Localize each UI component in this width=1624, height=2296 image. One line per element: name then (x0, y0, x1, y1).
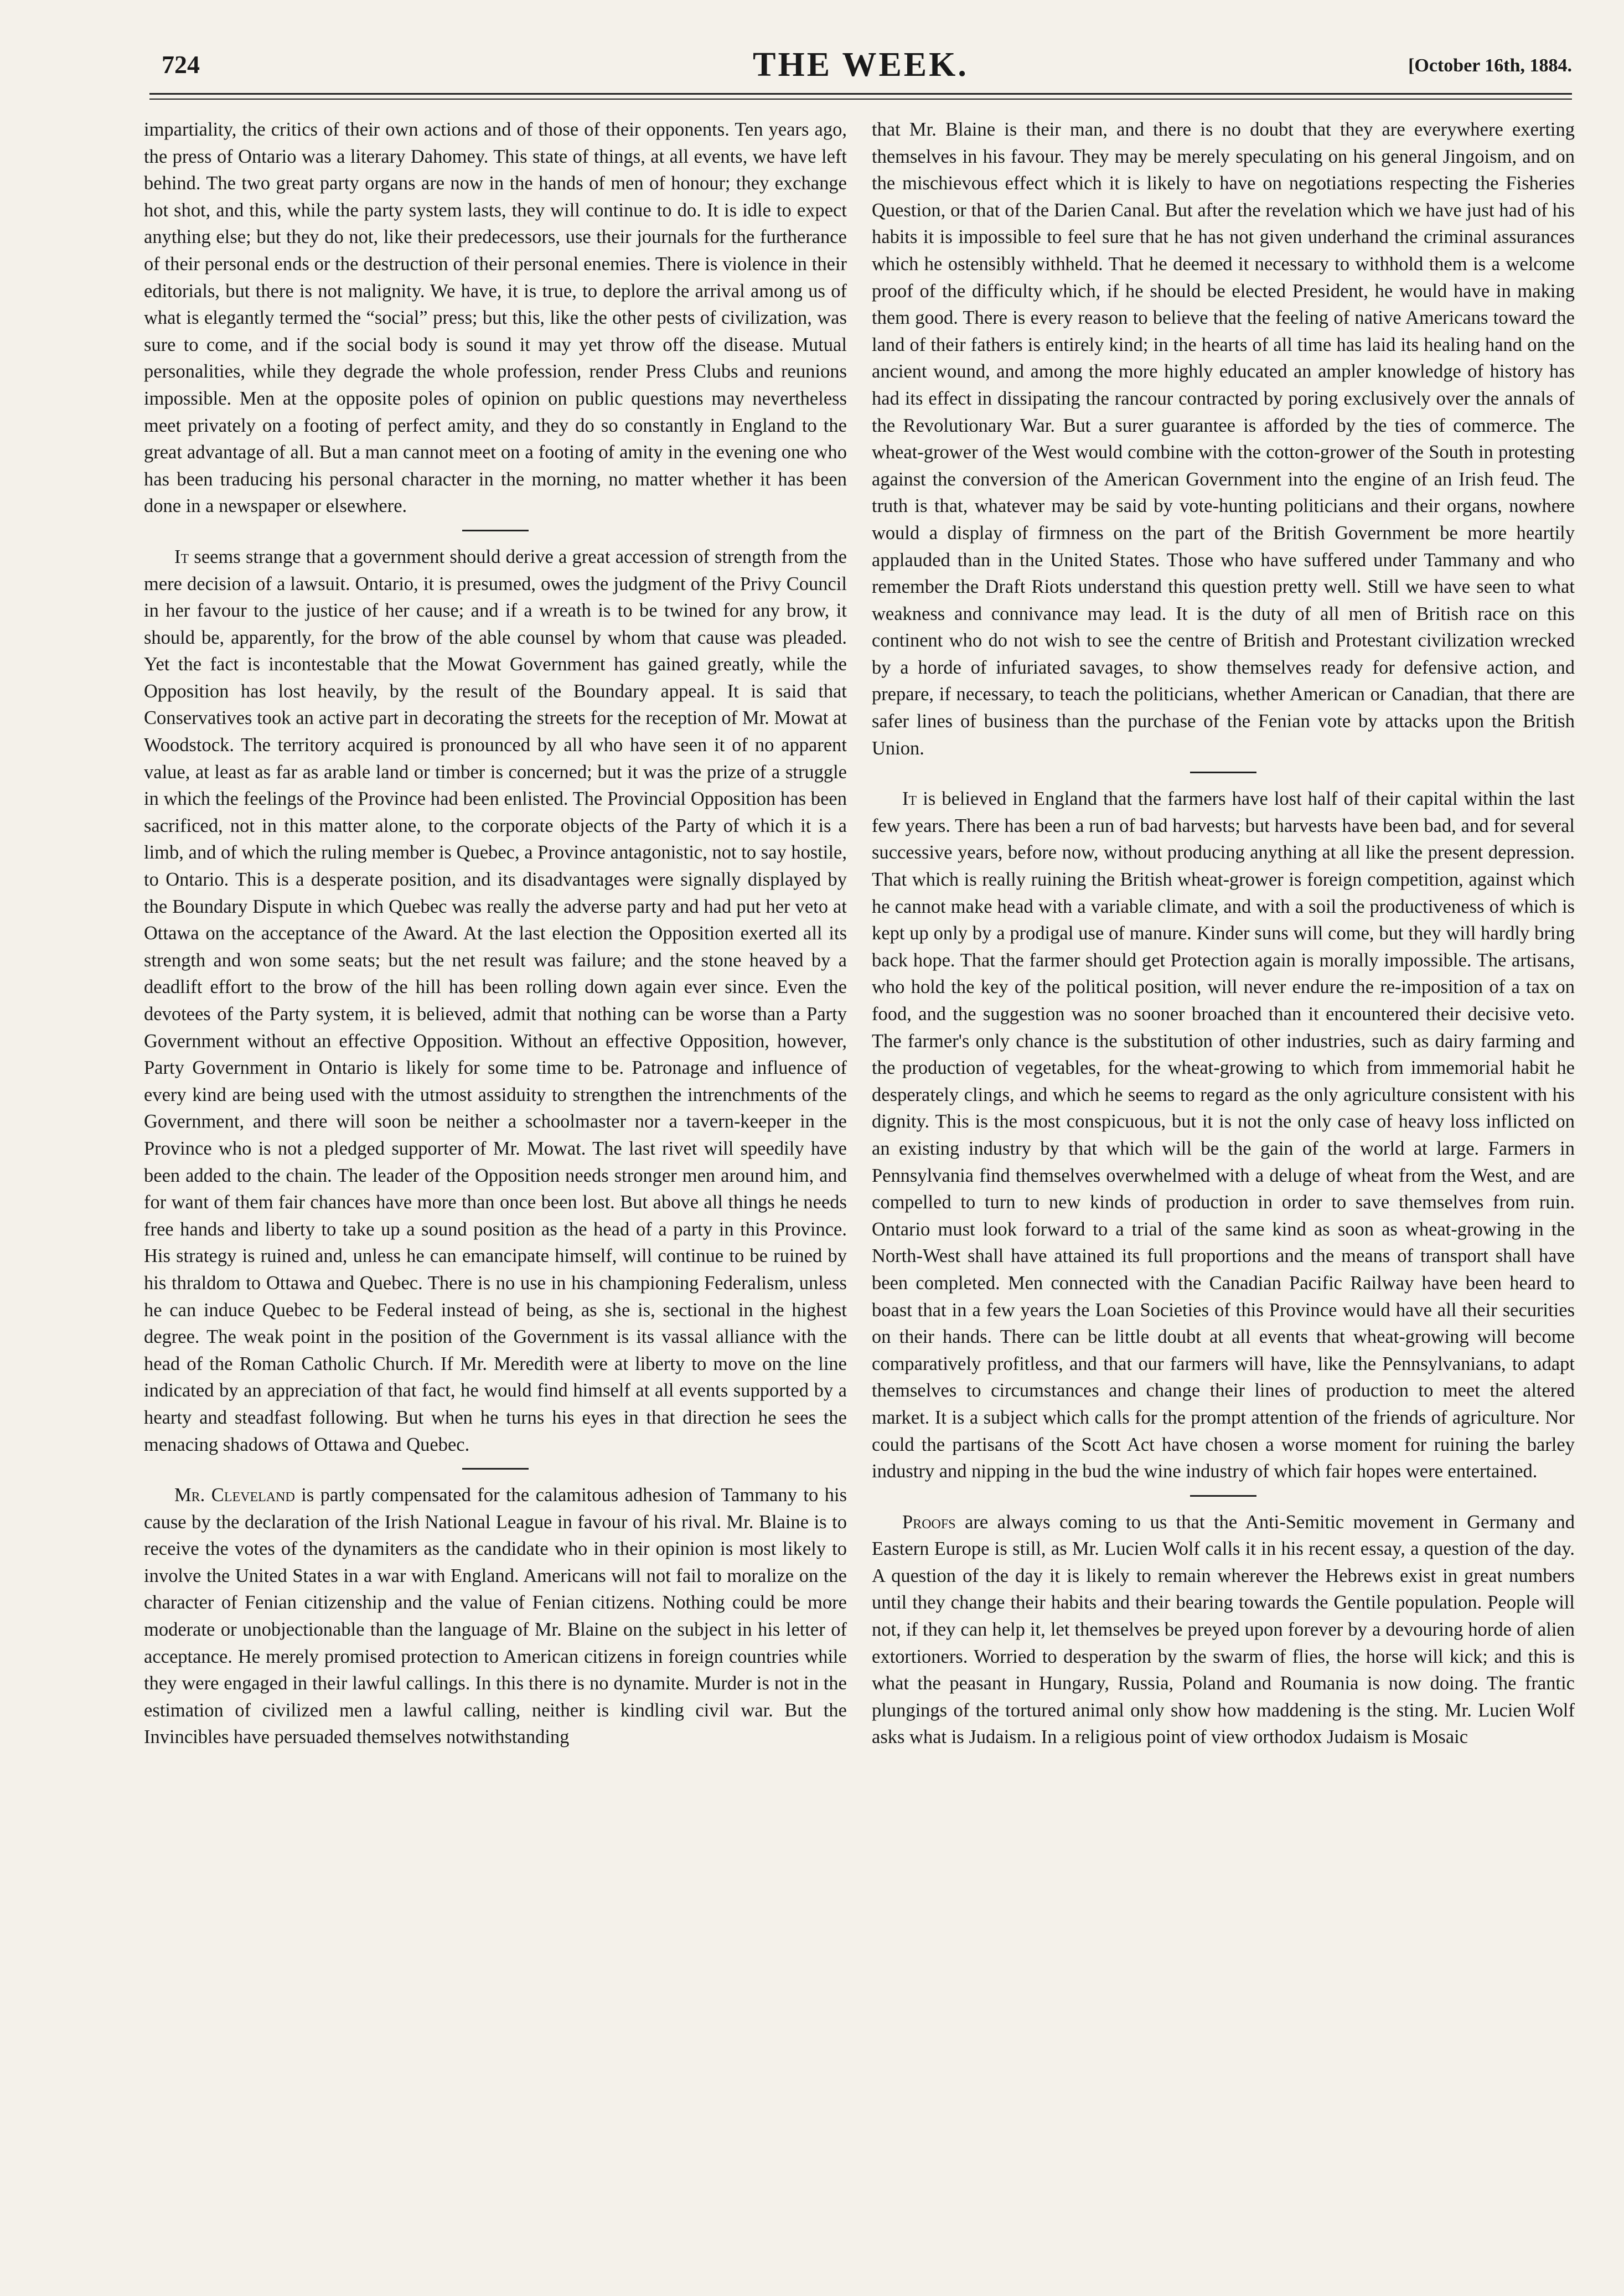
publication-title: THE WEEK. (753, 46, 969, 84)
header-rule (149, 93, 1572, 95)
article-press-paragraph: impartiality, the critics of their own actions and of those of their opponents. Ten years ago, the press of Ontario was a literary Dahomey. This state of things, at all events, we have left behind. The two great party organs are now in the hands of men of honour; they exchange hot shot, and this, while the party system lasts, they will continue to do. It is idle to expect anything else; but they do not, like their predecessors, use their journals for the furtherance of their personal ends or the destruction of their personal enemies. There is violence in their editorials, but there is not malignity. We have, it is true, to deplore the arrival among us of what is elegantly termed the “social” press; but this, like the other pests of civilization, was sure to come, and if the social body is sound it may yet throw off the disease. Mutual personalities, while they degrade the whole profession, render Press Clubs and reunions impossible. Men at the opposite poles of opinion on public questions may nevertheless meet privately on a footing of perfect amity, and they do so constantly in England to the great advantage of all. But a man cannot meet on a footing of amity in the evening one who has been traducing his personal character in the morning, no matter whether it has been done in a newspaper or elsewhere. (144, 119, 847, 517)
article-blaine-paragraph: that Mr. Blaine is their man, and there is no doubt that they are everywhere exerting themselves in his favour. They may be merely speculating on his general Jingoism, and on the mischievous effect which it is likely to have on negotiations respecting the Fisheries Question, or that of the Darien Canal. But after the revelation which we have just had of his habits it is impossible to feel sure that he has not given underhand the criminal assurances which he ostensibly withheld. That he deemed it necessary to withhold them is a welcome proof of the difficulty which, if he should be elected President, he would have in making them good. There is every reason to believe that the feeling of native Americans toward the land of their fathers is entirely kind; in the hearts of all time has laid its healing hand on the ancient wound, and among the more highly educated an ampler knowledge of history has had its effect in dissipating the rancour contracted by poring exclusively over the annals of the Revolutionary War. But a surer guarantee is afforded by the ties of commerce. The wheat-grower of the West would combine with the cotton-grower of the South in protesting against the conversion of the American Government into the engine of an Irish feud. The truth is that, whatever may be said by vote-hunting politicians and their organs, nowhere would a display of firmness on the part of the British Government be more heartily applauded than in the United States. Those who have suffered under Tammany and who remember the Draft Riots understand this question pretty well. Still we have seen to what weakness and connivance may lead. It is the duty of all men of British race on this continent who do not wish to see the centre of British and Protestant civilization wrecked by a horde of infuriated savages, to show themselves ready for defensive action, and prepare, if necessary, to teach the politicians, whether American or Canadian, that there are safer lines of business than the purchase of the Fenian vote by attacks upon the British Union. (872, 119, 1575, 759)
issue-date: [October 16th, 1884. (1408, 55, 1572, 76)
section-divider (1190, 1495, 1256, 1497)
article-farmers-paragraph (872, 785, 1575, 1485)
page-header (149, 46, 1572, 89)
section-divider (462, 1468, 529, 1470)
article-antisemitic-paragraph (872, 1509, 1575, 1751)
paragraph-text: are always coming to us that the Anti-Semitic movement in Germany and Eastern Europe is still, as Mr. Lucien Wolf calls it in his recent essay, a question of the day. A question of the day it is likely to remain wherever the Hebrews exist in great numbers until they change their habits and their bearing towards the Gentile population. People will not, if they can help it, let themselves be preyed upon forever by a devouring horde of alien extortioners. Worried to desperation by the swarm of flies, the horse will kick; and this is what the peasant in Hungary, Russia, Poland and Roumania is now doing. The frantic plungings of the tortured animal only show how maddening is the sting. Mr. Lucien Wolf asks what is Judaism. In a religious point of view orthodox Judaism is Mosaic (872, 1511, 1575, 1748)
article-cleveland-paragraph (144, 1482, 847, 1751)
lead-word: It (902, 788, 917, 810)
lead-word: Mr. Cleveland (174, 1485, 295, 1506)
lead-word: It (174, 546, 189, 567)
right-column (872, 116, 1575, 2286)
section-divider (1190, 772, 1256, 773)
article-boundary-paragraph (144, 544, 847, 1458)
paragraph-text: is believed in England that the farmers have lost half of their capital within the last few years. There has been a run of bad harvests; but harvests have been bad, and for several successive years, before now, without producing anything at all like the present depression. That which is really ruining the British wheat-grower is foreign competition, against which he cannot make head with a variable climate, and with a soil the productiveness of which is kept up only by a prodigal use of manure. Kinder suns will come, but they will hardly bring back hope. That the farmer should get Protection again is morally impossible. The artisans, who hold the key of the political position, will never endure the re-imposition of a tax on food, and the suggestion was no sooner broached than it encountered their decisive veto. The farmer's only chance is the substitution of other industries, such as dairy farming and the production of vegetables, for the wheat-growing to which from immemorial habit he desperately clings, and which he seems to regard as the only agriculture consistent with his dignity. This is the most conspicuous, but it is not the only case of heavy loss inflicted on an existing industry by that which will be the gain of the world at large. Farmers in Pennsylvania find themselves overwhelmed with a deluge of wheat from the West, and are compelled to turn to new kinds of production in order to save themselves from ruin. Ontario must look forward to a trial of the same kind as soon as wheat-growing in the North-West shall have attained its full proportions and the means of transport shall have been completed. Men connected with the Canadian Pacific Railway have been heard to boast that in a few years the Loan Societies of this Province would have all their securities on their hands. There can be little doubt at all events that wheat-growing will become comparatively profitless, and that our farmers will have, like the Pennsylvanians, to adapt themselves to circumstances and change their lines of production to meet the altered market. It is a subject which calls for the prompt attention of the friends of agriculture. Nor could the partisans of the Scott Act have chosen a worse moment for ruining the barley industry and nipping in the bud the wine industry of which fair hopes were entertained. (872, 788, 1575, 1482)
left-column (144, 116, 847, 2286)
paragraph-text: seems strange that a government should derive a great accession of strength from the mere decision of a lawsuit. Ontario, it is presumed, owes the judgment of the Privy Council in her favour to the justice of her cause; and if a wreath is to be twined for any brow, it should be, apparently, for the brow of the able counsel by whom that cause was pleaded. Yet the fact is incontestable that the Mowat Government has gained greatly, while the Opposition has lost heavily, by the result of the Boundary appeal. It is said that Conservatives took an active part in decorating the streets for the reception of Mr. Mowat at Woodstock. The territory acquired is pronounced by all who have seen it of no apparent value, at least as far as arable land or timber is concerned; but it was the prize of a struggle in which the feelings of the Province had been enlisted. The Provincial Opposition has been sacrificed, not in this matter alone, to the corporate objects of the Party of which it is a limb, and of which the ruling member is Quebec, a Province antagonistic, not to say hostile, to Ontario. This is a desperate position, and its disadvantages were signally displayed by the Boundary Dispute in which Quebec was really the adverse party and had put her veto at Ottawa on the acceptance of the Award. At the last election the Opposition exerted all its strength and won some seats; but the net result was failure; and the stone heaved by a deadlift effort to the brow of the hill has been rolling down again ever since. Even the devotees of the Party system, it is believed, admit that nothing can be worse than a Party Government without an effective Opposition. Without an effective Opposition, however, Party Government in Ontario is likely for some time to be. Patronage and influence of every kind are being used with the utmost assiduity to strengthen the intrenchments of the Government, and there will soon be neither a schoolmaster nor a tavern-keeper in the Province who is not a pledged supporter of Mr. Mowat. The last rivet will speedily have been added to the chain. The leader of the Opposition needs stronger men around him, and for want of them fair chances have more than once been lost. But above all things he needs free hands and liberty to take up a sound position as the head of a party in this Province. His strategy is ruined and, unless he can emancipate himself, will continue to be ruined by his thraldom to Ottawa and Quebec. There is no use in his championing Federalism, unless he can induce Quebec to be Federal instead of being, as she is, sectional in the highest degree. The weak point in the position of the Government is its vassal alliance with the head of the Roman Catholic Church. If Mr. Meredith were at liberty to move on the line indicated by an appreciation of that fact, he would find himself at all events supported by a hearty and steadfast following. But when he turns his eyes in that direction he sees the menacing shadows of Ottawa and Quebec. (144, 546, 847, 1455)
paragraph-text: is partly compensated for the calamitous adhesion of Tammany to his cause by the declaration of the Irish National League in favour of his rival. Mr. Blaine is to receive the votes of the dynamiters as the candidate who in their opinion is most likely to involve the United States in a war with England. Americans will not fail to moralize on the character of Fenian citizenship and the value of Fenian citizens. Nothing could be more moderate or unobjectionable than the language of Mr. Blaine on the subject in his letter of acceptance. He merely promised protection to American citizens in foreign countries while they were engaged in their lawful callings. In this there is no dynamite. Murder is not in the estimation of civilized men a lawful calling, neither is kindling civil war. But the Invincibles have persuaded themselves notwithstanding (144, 1485, 847, 1748)
lead-word: Proofs (902, 1511, 956, 1533)
header-rule-thin (149, 99, 1572, 100)
page-number: 724 (162, 50, 200, 79)
section-divider (462, 530, 529, 531)
